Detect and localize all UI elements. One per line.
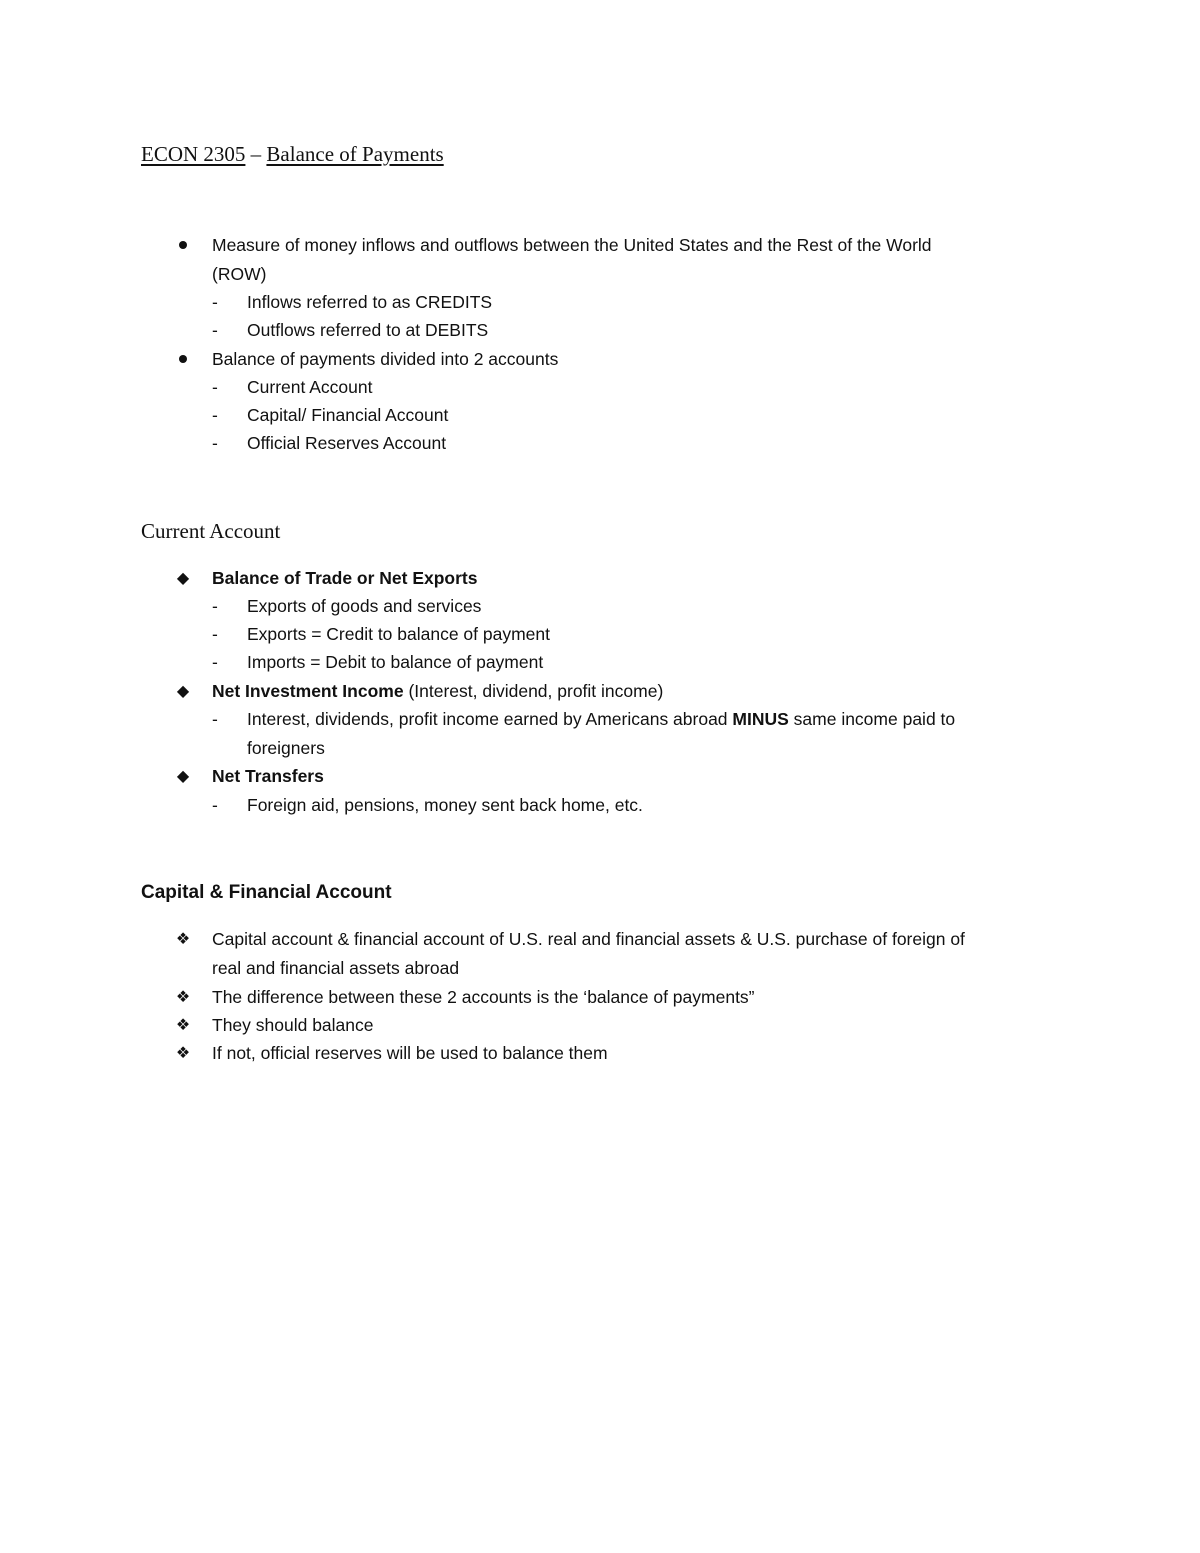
- dash-marker: -: [212, 596, 218, 616]
- dash-marker: -: [212, 624, 218, 644]
- page-title: [141, 142, 444, 167]
- list-item: They should balance: [212, 1015, 374, 1035]
- dash-marker: -: [212, 433, 218, 453]
- sub-list-item: [247, 705, 955, 733]
- sub-list-item: Outflows referred to at DEBITS: [247, 320, 489, 340]
- item-suffix: (Interest, dividend, profit income): [403, 681, 664, 701]
- diamond-bullet-icon: ◆: [176, 768, 190, 785]
- four-diamond-bullet-icon: ❖: [175, 1045, 191, 1062]
- four-diamond-bullet-icon: ❖: [175, 989, 191, 1006]
- bullet-dot-icon: [173, 345, 193, 373]
- title-separator: –: [245, 142, 267, 166]
- list-item-continuation: (ROW): [212, 264, 267, 284]
- dash-marker: -: [212, 652, 218, 672]
- diamond-bullet-icon: ◆: [176, 570, 190, 587]
- sub-list-item-continuation: foreigners: [247, 738, 325, 758]
- list-item: Measure of money inflows and outflows between the United States and the Rest of the World: [212, 235, 932, 255]
- list-item-continuation: real and financial assets abroad: [212, 958, 460, 978]
- dash-marker: -: [212, 320, 218, 340]
- four-diamond-bullet-icon: ❖: [175, 931, 191, 948]
- sub-list-item: Inflows referred to as CREDITS: [247, 292, 493, 312]
- title-topic: Balance of Payments: [266, 142, 444, 166]
- diamond-bullet-icon: ◆: [176, 683, 190, 700]
- four-diamond-bullet-icon: ❖: [175, 1017, 191, 1034]
- sub-list-item: Current Account: [247, 377, 373, 397]
- sub-list-item: Official Reserves Account: [247, 433, 447, 453]
- dash-marker: -: [212, 709, 218, 729]
- dash-marker: -: [212, 405, 218, 425]
- list-item: [212, 677, 663, 705]
- section-heading-current-account: Current Account: [141, 519, 281, 543]
- dash-marker: -: [212, 292, 218, 312]
- text-run: Interest, dividends, profit income earned by Americans abroad: [247, 709, 733, 729]
- sub-list-item: Exports = Credit to balance of payment: [247, 624, 551, 644]
- sub-list-item: Capital/ Financial Account: [247, 405, 449, 425]
- title-course: ECON 2305: [141, 142, 246, 166]
- list-item: Balance of Trade or Net Exports: [212, 568, 478, 588]
- dash-marker: -: [212, 795, 218, 815]
- bullet-dot-icon: [173, 231, 193, 259]
- sub-list-item: Imports = Debit to balance of payment: [247, 652, 544, 672]
- item-label: Net Investment Income: [212, 681, 404, 701]
- sub-list-item: Foreign aid, pensions, money sent back home, etc.: [247, 795, 643, 815]
- list-item: The difference between these 2 accounts is the ‘balance of payments”: [212, 987, 755, 1007]
- dash-marker: -: [212, 377, 218, 397]
- list-item: Capital account & financial account of U.S. real and financial assets & U.S. purchase of foreign of: [212, 929, 965, 949]
- list-item: If not, official reserves will be used to balance them: [212, 1043, 608, 1063]
- text-run: same income paid to: [788, 709, 956, 729]
- list-item: Net Transfers: [212, 766, 324, 786]
- sub-list-item: Exports of goods and services: [247, 596, 482, 616]
- list-item: Balance of payments divided into 2 accounts: [212, 349, 559, 369]
- text-run-bold: MINUS: [732, 709, 789, 729]
- section-heading-capital-account: Capital & Financial Account: [141, 882, 392, 903]
